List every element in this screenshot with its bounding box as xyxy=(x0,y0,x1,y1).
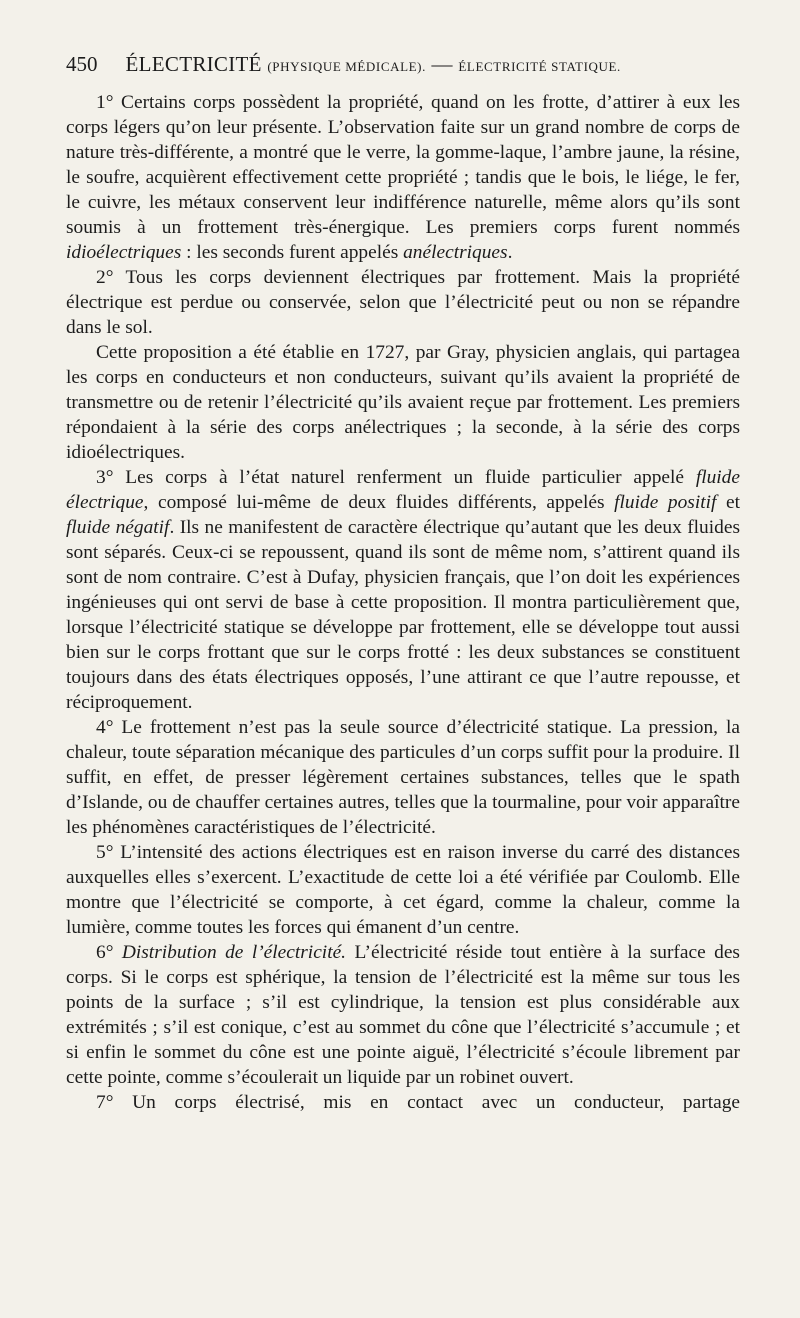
text-segment: 7° Un corps électrisé, mis en contact avec un conducteur, partage xyxy=(96,1092,740,1113)
header-section: ÉLECTRICITÉ STATIQUE. xyxy=(458,59,621,74)
paragraph xyxy=(66,465,740,715)
text-segment: 1° Certains corps possèdent la propriété, quand on les frotte, d’attirer à eux les corps légers qu’on leur présente. L’observation faite sur un grand nombre de corps de nature très-différente, a montré que le verre, la gomme-laque, l’ambre jaune, la résine, le soufre, acquièrent effectivement cette propriété ; tandis que le bois, le liége, le fer, le cuivre, les métaux conservent leur indifférence naturelle, même alors qu’ils sont soumis à un frottement très-énergique. Les premiers corps furent nommés xyxy=(66,92,740,238)
text-segment: et xyxy=(716,492,740,513)
italic-term: fluide électrique xyxy=(66,467,740,513)
paragraph xyxy=(66,715,740,840)
text-segment: : les seconds furent appelés xyxy=(181,242,404,263)
page-number: 450 xyxy=(66,52,98,76)
paragraph xyxy=(66,1090,740,1115)
italic-term: anélectriques xyxy=(403,242,508,263)
italic-term: idioélectriques xyxy=(66,242,182,263)
paragraph xyxy=(66,940,740,1090)
text-segment: 2° Tous les corps deviennent électriques par frottement. Mais la propriété électrique est perdue ou conservée, selon que l’électricité peut ou non se répandre dans le sol. xyxy=(66,267,740,338)
running-header xyxy=(66,52,746,77)
text-segment: . Ils ne manifestent de caractère électrique qu’autant que les deux fluides sont séparés. Ceux-ci se repoussent, quand ils sont de même nom, s’attirent quand ils sont de nom contraire. C’est à Dufay, physicien français, que l’on doit les expériences ingénieuses qui ont servi de base à cette proposition. Il montra particulièrement que, lorsque l’électricité statique se développe par frottement, elle se développe tout aussi bien sur le corps frottant que sur le corps frotté : les deux substances se constituent toujours dans des états électriques opposés, l’une attirant ce que l’autre repousse, et réciproquement. xyxy=(66,517,740,713)
italic-term: fluide négatif xyxy=(66,517,170,538)
text-segment: . xyxy=(507,242,513,263)
italic-term: fluide positif xyxy=(614,492,717,513)
text-segment: 5° L’intensité des actions électriques est en raison inverse du carré des distances auxquelles elles s’exercent. L’exactitude de cette loi a été vérifiée par Coulomb. Elle montre que l’électricité se comporte, à cet égard, comme la chaleur, comme la lumière, comme toutes les forces qui émanent d’un centre. xyxy=(66,842,740,938)
paragraph xyxy=(66,340,740,465)
header-title xyxy=(126,52,621,77)
text-segment: L’électricité réside tout entière à la surface des corps. Si le corps est sphérique, la tension de l’électricité est la même sur tous les points de la surface ; s’il est cylindrique, la tension est plus considérable aux extrémités ; s’il est conique, c’est au sommet du cône que l’électricité s’accumule ; et si enfin le sommet du cône est une pointe aiguë, l’électricité s’écoule librement par cette pointe, comme s’écoulerait un liquide par un robinet ouvert. xyxy=(66,942,740,1088)
paragraph xyxy=(66,265,740,340)
text-segment: , composé lui-même de deux fluides différents, appelés xyxy=(143,492,615,513)
text-segment: 6° xyxy=(96,942,122,963)
italic-term: Distribution de l’électricité. xyxy=(121,942,347,963)
text-segment: 3° Les corps à l’état naturel renferment un fluide particulier appelé xyxy=(96,467,696,488)
body-text xyxy=(66,90,740,1115)
text-segment: 4° Le frottement n’est pas la seule source d’électricité statique. La pression, la chaleur, toute séparation mécanique des particules d’un corps suffit pour la produire. Il suffit, en effet, de presser légèrement certaines substances, telles que le spath d’Islande, ou de chauffer certaines autres, telles que la tourmaline, pour voir apparaître les phénomènes caractéristiques de l’électricité. xyxy=(66,717,740,838)
header-subtitle: (PHYSIQUE MÉDICALE). xyxy=(267,59,426,74)
paragraph xyxy=(66,840,740,940)
header-dash: — xyxy=(431,52,453,76)
paragraph xyxy=(66,90,740,265)
header-main-title: ÉLECTRICITÉ xyxy=(125,52,262,76)
text-segment: Cette proposition a été établie en 1727, par Gray, physicien anglais, qui partagea les corps en conducteurs et non conducteurs, suivant qu’ils avaient la propriété de transmettre ou de retenir l’électricité qu’ils avaient reçue par frottement. Les premiers répondaient à la série des corps anélectriques ; la seconde, à la série des corps idioélectriques. xyxy=(66,342,740,463)
